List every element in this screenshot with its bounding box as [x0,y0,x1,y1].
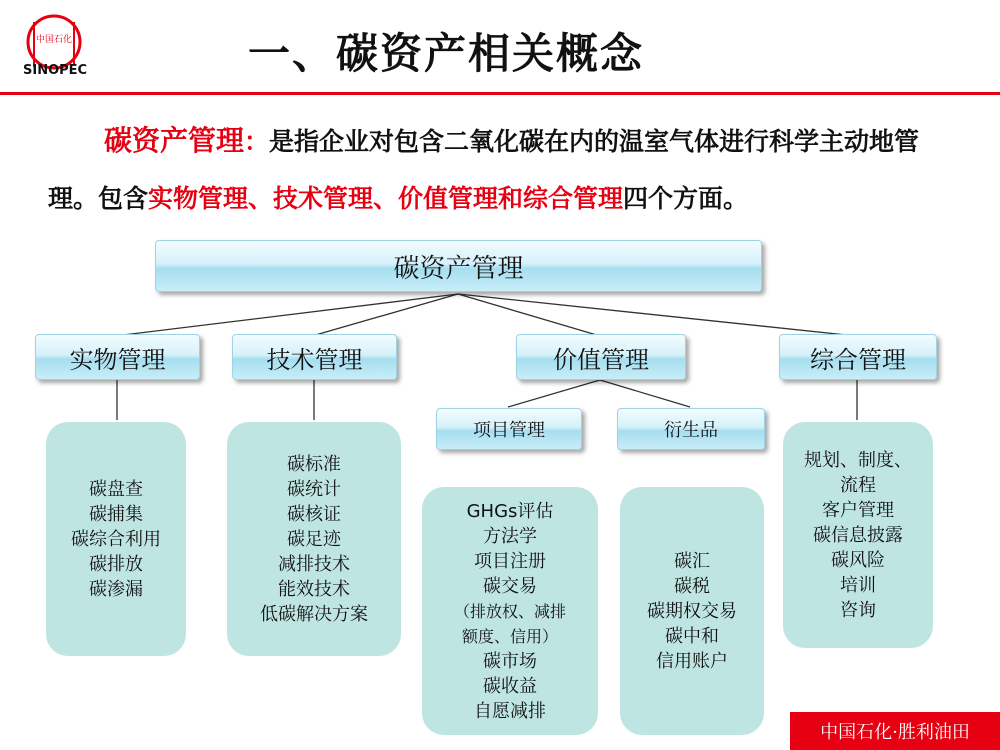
list-item: 碳核证 [287,503,341,525]
connector-root-tech [312,294,458,336]
list-item: 碳排放 [89,553,143,575]
list-item: 碳交易 [483,575,537,597]
panel-technology [227,422,401,656]
panel-project-management [422,487,598,735]
category-physical: 实物管理 [35,334,200,380]
list-item: 碳综合利用 [71,528,161,550]
list-item: GHGs评估 [466,500,554,522]
connector-root-value [458,294,600,336]
list-item: 客户管理 [822,499,894,521]
list-item: 培训 [840,574,876,596]
list-item: 自愿减排 [474,700,546,722]
list-item: 咨询 [840,599,876,621]
list-item: 额度、信用） [461,626,558,646]
panel-physical [46,422,186,656]
list-item: 碳渗漏 [89,578,143,600]
connector-root-physical [115,294,458,336]
list-item: 碳信息披露 [813,524,903,546]
list-item: 项目注册 [474,550,546,572]
category-comprehensive: 综合管理 [779,334,937,380]
svg-text:SINOPEC: SINOPEC [23,63,88,76]
list-item: 碳汇 [674,550,710,572]
intro-text-part2: 四个方面。 [623,184,749,213]
connector-value-derivative [600,380,690,407]
list-item: 碳盘查 [89,478,143,500]
list-item: 信用账户 [656,650,728,672]
list-item: 能效技术 [278,578,350,600]
list-item: （排放权、减排 [453,601,566,621]
panel-comprehensive [783,422,933,648]
intro-term: 碳资产管理 [104,124,245,157]
category-technology: 技术管理 [232,334,397,380]
list-item: 方法学 [483,525,537,547]
svg-text:中国石化: 中国石化 [35,35,73,45]
list-item: 碳期权交易 [647,600,737,622]
connector-value-project [508,380,600,407]
sub-derivatives: 衍生品 [617,408,765,450]
root-node: 碳资产管理 [155,240,762,292]
intro-highlight: 实物管理、技术管理、价值管理和综合管理 [148,184,624,213]
intro-text-part1: 是指企业对包含二氧化碳在内的温室气体进行科学主动地管理。包含 [48,127,920,213]
list-item: 碳统计 [287,478,341,500]
list-item: 低碳解决方案 [260,603,368,625]
list-item: 碳捕集 [89,503,143,525]
list-item: 流程 [840,474,876,496]
page-title: 一、碳资产相关概念 [248,29,645,78]
connector-root-comprehensive [458,294,856,336]
panel-derivatives [620,487,764,735]
list-item: 碳收益 [483,675,537,697]
list-item: 规划、制度、 [804,449,912,471]
intro-colon: ： [244,127,270,156]
list-item: 碳足迹 [287,528,341,550]
list-item: 碳税 [674,575,710,597]
list-item: 减排技术 [278,553,350,575]
list-item: 碳市场 [483,650,537,672]
list-item: 碳风险 [831,549,885,571]
sub-project-management: 项目管理 [436,408,582,450]
list-item: 碳标准 [287,453,341,475]
footer-badge: 中国石化·胜利油田 [790,712,1000,750]
category-value: 价值管理 [516,334,686,380]
list-item: 碳中和 [665,625,719,647]
